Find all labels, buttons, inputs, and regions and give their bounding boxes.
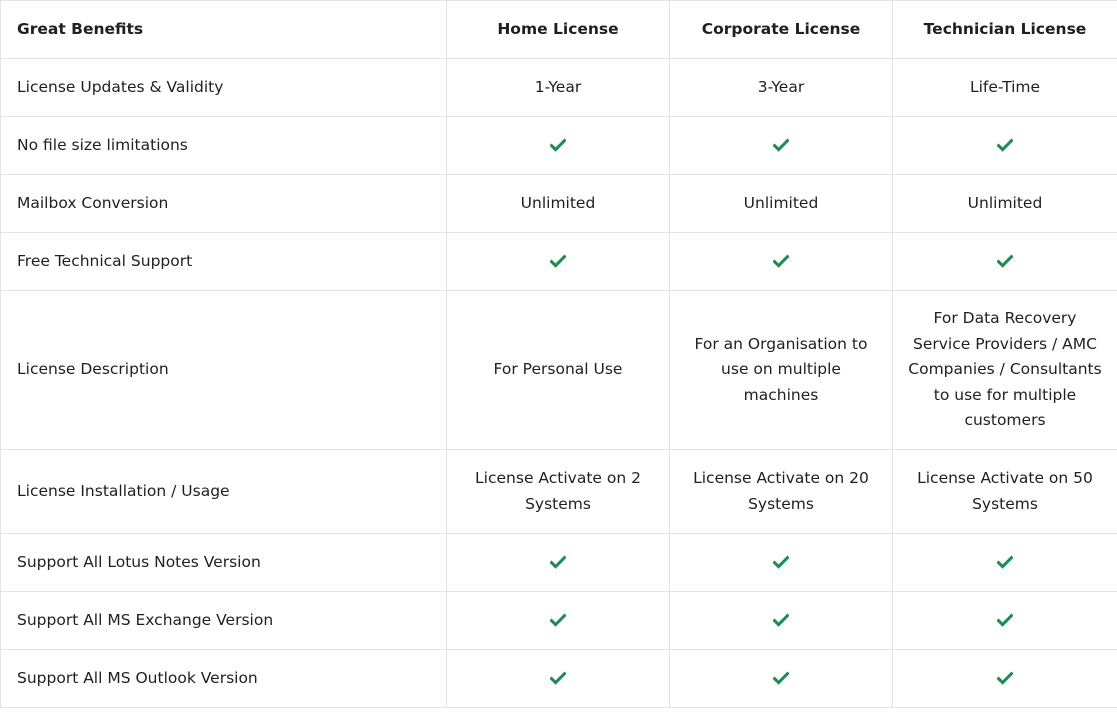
header-technician-license: Technician License	[893, 1, 1117, 59]
row-label: Support All MS Outlook Version	[1, 650, 447, 708]
corporate-value	[670, 650, 893, 708]
technician-value	[893, 592, 1117, 650]
check-icon	[773, 138, 789, 152]
home-value	[447, 650, 670, 708]
check-icon	[550, 613, 566, 627]
technician-value: For Data Recovery Service Providers / AMC Companies / Consultants to use for multiple customers	[893, 291, 1117, 450]
table-row	[1, 117, 1117, 175]
check-icon	[997, 138, 1013, 152]
check-icon	[997, 671, 1013, 685]
home-value	[447, 534, 670, 592]
row-label: Free Technical Support	[1, 233, 447, 291]
check-icon	[997, 613, 1013, 627]
row-label: License Updates & Validity	[1, 59, 447, 117]
table-row	[1, 650, 1117, 708]
corporate-value: 3-Year	[670, 59, 893, 117]
technician-value	[893, 117, 1117, 175]
home-value	[447, 592, 670, 650]
technician-value: Unlimited	[893, 175, 1117, 233]
row-label: Mailbox Conversion	[1, 175, 447, 233]
home-value: Unlimited	[447, 175, 670, 233]
header-benefits: Great Benefits	[1, 1, 447, 59]
corporate-value: Unlimited	[670, 175, 893, 233]
technician-value	[893, 233, 1117, 291]
corporate-value	[670, 592, 893, 650]
row-label: No file size limitations	[1, 117, 447, 175]
row-label: Support All Lotus Notes Version	[1, 534, 447, 592]
technician-value: License Activate on 50 Systems	[893, 450, 1117, 534]
technician-value	[893, 534, 1117, 592]
check-icon	[997, 254, 1013, 268]
table-row	[1, 175, 1117, 233]
row-label: License Installation / Usage	[1, 450, 447, 534]
table-header-row	[1, 1, 1117, 59]
corporate-value: License Activate on 20 Systems	[670, 450, 893, 534]
table-row	[1, 534, 1117, 592]
check-icon	[773, 613, 789, 627]
check-icon	[550, 671, 566, 685]
home-value	[447, 117, 670, 175]
check-icon	[550, 138, 566, 152]
check-icon	[997, 555, 1013, 569]
table-row	[1, 592, 1117, 650]
header-corporate-license: Corporate License	[670, 1, 893, 59]
check-icon	[773, 671, 789, 685]
row-label: Support All MS Exchange Version	[1, 592, 447, 650]
home-value: 1-Year	[447, 59, 670, 117]
row-label: License Description	[1, 291, 447, 450]
home-value: License Activate on 2 Systems	[447, 450, 670, 534]
table-row	[1, 450, 1117, 534]
technician-value	[893, 650, 1117, 708]
home-value	[447, 233, 670, 291]
check-icon	[550, 254, 566, 268]
table-row	[1, 291, 1117, 450]
corporate-value: For an Organisation to use on multiple machines	[670, 291, 893, 450]
table-row	[1, 233, 1117, 291]
home-value: For Personal Use	[447, 291, 670, 450]
table-row	[1, 59, 1117, 117]
check-icon	[550, 555, 566, 569]
check-icon	[773, 555, 789, 569]
corporate-value	[670, 534, 893, 592]
header-home-license: Home License	[447, 1, 670, 59]
technician-value: Life-Time	[893, 59, 1117, 117]
corporate-value	[670, 117, 893, 175]
check-icon	[773, 254, 789, 268]
corporate-value	[670, 233, 893, 291]
